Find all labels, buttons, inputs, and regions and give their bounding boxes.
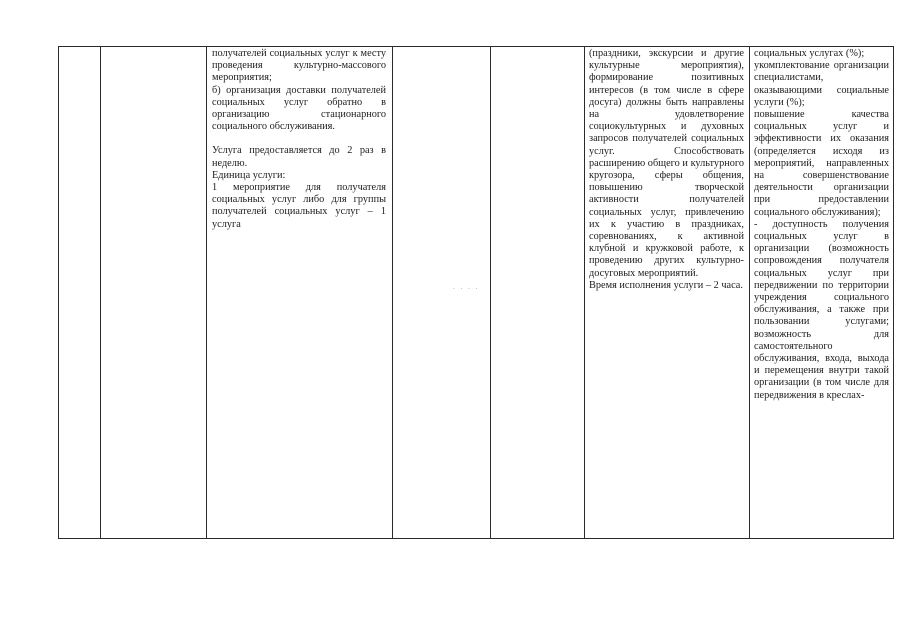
column-border [58,46,59,539]
quality-indicator-paragraph: социальных услугах (%); [754,48,865,59]
service-unit-paragraph: 1 мероприятие для получателя социальных услуг либо для группы получателей социальных услуг – 1 услуга [212,182,386,230]
quality-indicator-paragraph: повышение качества социальных услуг и эффективности их оказания (определяется исходя из мероприятий, направленных на совершенствование деятельности организации при предоставлении социального обслуживания); [754,109,889,218]
quality-indicator-paragraph: укомплектование организации специалистами, оказывающими социальные услуги (%); [754,60,889,108]
column-border [893,46,894,539]
service-unit-label: Единица услуги: [212,169,286,181]
table-bottom-border [58,538,894,539]
service-time-paragraph: Время исполнения услуги – 2 часа. [589,279,743,291]
quality-indicators-cell [754,48,889,402]
service-conditions-paragraph: (праздники, экскурсии и другие культурные мероприятия), формирование позитивных интересов (в том числе в сфере досуга) должны быть направлены на удовлетворение социокультурных и духовных запросов получателей социальных услуг. Способствовать расширению общего и культурного кругозора, сферы общения, повышению творческой активности получателей социальных услуг, привлечению их к участию в праздниках, соревнованиях, к активной клубной и кружковой работе, к проведению других культурно-досуговых мероприятий. [589,48,744,279]
table-top-border [58,46,894,47]
column-border [100,46,101,539]
column-border [206,46,207,539]
quality-indicator-paragraph: - доступность получения социальных услуг в организации (возможность сопровождения получателя социальных услуг при передвижении по территории учреждения социального обслуживания, а также при пользовании услугами; возможность для самостоятельного обслуживания, входа, выхода и перемещения внутри такой организации (в том числе для передвижения в креслах- [754,218,889,401]
column-border [584,46,585,539]
column-border [490,46,491,539]
service-conditions-cell [589,48,744,292]
service-description-paragraph: получателей социальных услуг к месту проведения культурно-массового мероприятия; [212,48,386,84]
column-border [749,46,750,539]
column-border [392,46,393,539]
scan-speck: . . . . [453,283,480,291]
service-description-paragraph: б) организация доставки получателей социальных услуг обратно в организацию стационарного социального обслуживания. [212,84,386,133]
service-description-cell [212,48,386,231]
service-frequency-paragraph: Услуга предоставляется до 2 раз в неделю. [212,145,386,169]
services-table [58,46,894,539]
